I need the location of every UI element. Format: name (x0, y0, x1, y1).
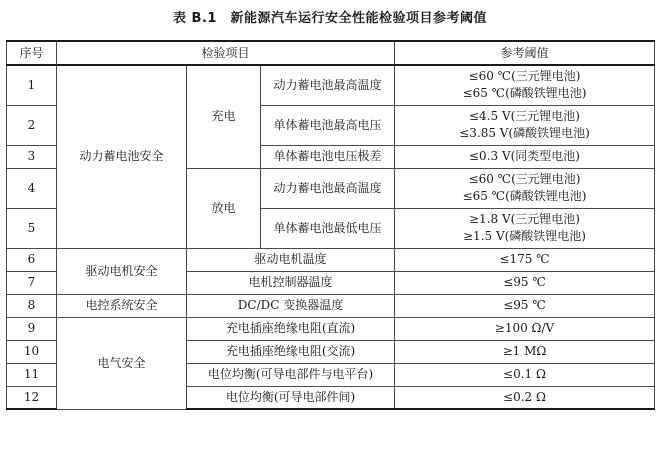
threshold-line: ≤60 ℃(三元锂电池) (468, 172, 581, 186)
row-item: 电位均衡(可导电部件与电平台) (187, 363, 395, 386)
row-seq: 1 (7, 65, 57, 105)
row-item: 动力蓄电池最高温度 (261, 168, 395, 208)
row-threshold (395, 208, 655, 248)
table-row (7, 294, 655, 317)
row-seq: 5 (7, 208, 57, 248)
category-electric: 电气安全 (57, 317, 187, 409)
row-item: 单体蓄电池最低电压 (261, 208, 395, 248)
header-threshold: 参考阈值 (395, 41, 655, 65)
row-seq: 3 (7, 145, 57, 168)
threshold-line: ≥1.8 V(三元锂电池) (469, 212, 580, 226)
table-header-row (7, 41, 655, 65)
row-seq: 10 (7, 340, 57, 363)
threshold-line: ≤4.5 V(三元锂电池) (469, 109, 580, 123)
row-item: 动力蓄电池最高温度 (261, 65, 395, 105)
row-item: DC/DC 变换器温度 (187, 294, 395, 317)
row-seq: 2 (7, 105, 57, 145)
category-control: 电控系统安全 (57, 294, 187, 317)
row-item: 单体蓄电池电压极差 (261, 145, 395, 168)
row-threshold: ≤175 ℃ (395, 248, 655, 271)
header-seq: 序号 (7, 41, 57, 65)
row-seq: 6 (7, 248, 57, 271)
threshold-line: ≤65 ℃(磷酸铁锂电池) (462, 86, 587, 101)
row-item: 电机控制器温度 (187, 271, 395, 294)
threshold-line: ≤60 ℃(三元锂电池) (468, 69, 581, 84)
row-threshold: ≤0.3 V(同类型电池) (395, 145, 655, 168)
row-seq: 12 (7, 386, 57, 409)
threshold-line: ≤65 ℃(磷酸铁锂电池) (462, 189, 587, 203)
row-seq: 11 (7, 363, 57, 386)
row-threshold: ≤0.2 Ω (395, 386, 655, 409)
threshold-table (6, 40, 655, 410)
mode-discharge: 放电 (187, 168, 261, 248)
row-item: 电位均衡(可导电部件间) (187, 386, 395, 409)
table-row (7, 317, 655, 340)
mode-charge: 充电 (187, 65, 261, 168)
row-seq: 4 (7, 168, 57, 208)
row-threshold: ≤95 ℃ (395, 294, 655, 317)
row-item: 驱动电机温度 (187, 248, 395, 271)
row-threshold (395, 168, 655, 208)
category-battery: 动力蓄电池安全 (57, 65, 187, 248)
row-seq: 9 (7, 317, 57, 340)
row-threshold: ≤95 ℃ (395, 271, 655, 294)
threshold-line: ≥1.5 V(磷酸铁锂电池) (463, 229, 586, 243)
row-item: 充电插座绝缘电阻(交流) (187, 340, 395, 363)
row-threshold: ≤0.1 Ω (395, 363, 655, 386)
header-item: 检验项目 (57, 41, 395, 65)
row-seq: 8 (7, 294, 57, 317)
row-threshold (395, 65, 655, 105)
table-title: 表 B.1 新能源汽车运行安全性能检验项目参考阈值 (173, 11, 487, 26)
table-row (7, 65, 655, 105)
row-threshold: ≥1 MΩ (395, 340, 655, 363)
row-item: 充电插座绝缘电阻(直流) (187, 317, 395, 340)
table-row (7, 248, 655, 271)
category-motor: 驱动电机安全 (57, 248, 187, 294)
row-seq: 7 (7, 271, 57, 294)
threshold-line: ≤3.85 V(磷酸铁锂电池) (459, 126, 590, 140)
row-threshold: ≥100 Ω/V (395, 317, 655, 340)
row-item: 单体蓄电池最高电压 (261, 105, 395, 145)
row-threshold (395, 105, 655, 145)
